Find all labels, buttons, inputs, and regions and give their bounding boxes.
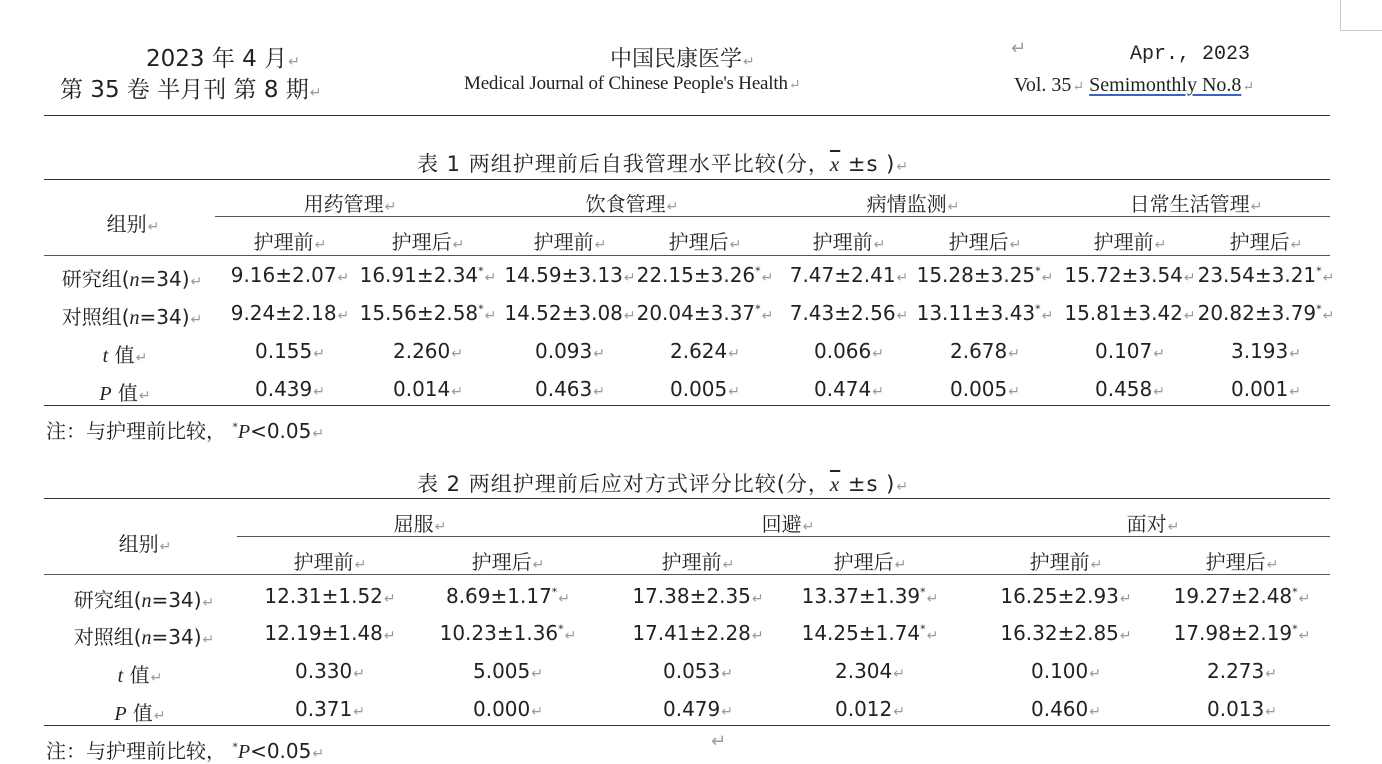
- table2-sub-header: 护理前↵: [661, 550, 735, 574]
- table1-data-cell: 16.91±2.34*↵: [359, 263, 497, 287]
- table1-data-cell: 9.16±2.07↵: [230, 263, 350, 287]
- table2-data-cell: 17.38±2.35↵: [632, 584, 764, 608]
- table1-data-cell: 0.066↵: [814, 339, 884, 363]
- table2-row-label: 研究组(n=34)↵: [73, 588, 215, 612]
- table2-row-label: 对照组(n=34)↵: [73, 625, 215, 649]
- significance-star: *: [755, 264, 761, 278]
- table1-data-cell: 2.624↵: [670, 339, 740, 363]
- table1-data-cell: 2.678↵: [950, 339, 1020, 363]
- significance-star: *: [1316, 264, 1322, 278]
- table2-data-cell: 0.012↵: [835, 697, 905, 721]
- table1-sub-header: 护理前↵: [533, 230, 607, 254]
- table1-data-cell: 7.47±2.41↵: [789, 263, 909, 287]
- table1-category-header: 用药管理↵: [303, 192, 397, 216]
- header-volume-cn: 第 35 卷 半月刊 第 8 期↵: [60, 77, 322, 103]
- table1-bottom-rule: [44, 405, 1330, 406]
- table2-sub-header: 护理后↵: [471, 550, 545, 574]
- table1-data-cell: 20.04±3.37*↵: [636, 301, 774, 325]
- table1-group-header: 组别↵: [106, 212, 160, 236]
- table1-data-cell: 2.260↵: [393, 339, 463, 363]
- table1-sub-header: 护理前↵: [812, 230, 886, 254]
- table2-caption: 表 2 两组护理前后应对方式评分比较(分，$\overline{x} \pm s$ )↵: [417, 472, 910, 496]
- table2-data-cell: 0.371↵: [295, 697, 365, 721]
- significance-star: *: [1035, 302, 1041, 316]
- table2-data-cell: 12.19±1.48↵: [264, 621, 396, 645]
- table2-category-header: 屈服↵: [393, 512, 447, 536]
- table2-data-cell: 0.053↵: [663, 659, 733, 683]
- significance-star: *: [551, 585, 558, 599]
- significance-star: *: [1292, 585, 1298, 599]
- paragraph-mark: ↵: [1011, 38, 1027, 59]
- table1-caption: 表 1 两组护理前后自我管理水平比较(分，$\overline{x} \pm s$ )↵: [417, 152, 910, 176]
- table1-data-cell: 0.093↵: [535, 339, 605, 363]
- table2-sub-header: 护理后↵: [1205, 550, 1279, 574]
- table1-data-cell: 15.28±3.25*↵: [916, 263, 1054, 287]
- header-rule: [44, 115, 1330, 116]
- table1-data-cell: 7.43±2.56↵: [789, 301, 909, 325]
- table1-data-cell: 0.155↵: [255, 339, 325, 363]
- table1-data-cell: 0.107↵: [1095, 339, 1165, 363]
- table2-data-cell: 17.41±2.28↵: [632, 621, 764, 645]
- table1-data-cell: 23.54±3.21*↵: [1197, 263, 1335, 287]
- paragraph-mark: ↵: [711, 731, 727, 752]
- significance-star: *: [1292, 622, 1298, 636]
- table2-data-cell: 19.27±2.48*↵: [1173, 584, 1311, 608]
- header-volume-en: Vol. 35↵ Semimonthly No.8↵: [1014, 74, 1255, 96]
- table2-top-rule: [44, 498, 1330, 499]
- table1-data-cell: 0.439↵: [255, 377, 325, 401]
- page-corner-marker: [1340, 0, 1382, 31]
- table1-sub-header: 护理后↵: [1229, 230, 1303, 254]
- table2-note: 注：与护理前比较， *P<0.05↵: [46, 739, 325, 763]
- table1-data-cell: 14.59±3.13↵: [504, 263, 636, 287]
- table1-top-rule: [44, 179, 1330, 180]
- significance-star: *: [558, 622, 564, 636]
- significance-star: *: [920, 622, 926, 636]
- table2-category-header: 面对↵: [1126, 512, 1180, 536]
- table1-row-label: 对照组(n=34)↵: [61, 305, 203, 329]
- table2-data-cell: 2.273↵: [1207, 659, 1277, 683]
- table1-sub-header: 护理后↵: [391, 230, 465, 254]
- table2-row-label: t 值↵: [117, 663, 163, 687]
- table1-data-cell: 15.72±3.54↵: [1064, 263, 1196, 287]
- table1-row-label: 研究组(n=34)↵: [61, 267, 203, 291]
- table1-data-cell: 20.82±3.79*↵: [1197, 301, 1335, 325]
- table2-data-cell: 0.013↵: [1207, 697, 1277, 721]
- table1-header-rule: [44, 255, 1330, 256]
- table1-data-cell: 0.014↵: [393, 377, 463, 401]
- significance-star: *: [478, 302, 484, 316]
- table1-category-header: 饮食管理↵: [585, 192, 679, 216]
- table2-data-cell: 2.304↵: [835, 659, 905, 683]
- table1-data-cell: 0.005↵: [670, 377, 740, 401]
- table2-data-cell: 10.23±1.36*↵: [439, 621, 577, 645]
- table1-data-cell: 13.11±3.43*↵: [916, 301, 1054, 325]
- table1-data-cell: 22.15±3.26*↵: [636, 263, 774, 287]
- table2-data-cell: 16.32±2.85↵: [1000, 621, 1132, 645]
- table1-note: 注：与护理前比较， *P<0.05↵: [46, 419, 325, 443]
- table1-data-cell: 0.474↵: [814, 377, 884, 401]
- table1-sub-header: 护理后↵: [948, 230, 1022, 254]
- table1-data-cell: 0.005↵: [950, 377, 1020, 401]
- table2-data-cell: 0.330↵: [295, 659, 365, 683]
- table2-data-cell: 0.460↵: [1031, 697, 1101, 721]
- table2-data-cell: 8.69±1.17*↵: [445, 584, 571, 608]
- table1-data-cell: 9.24±2.18↵: [230, 301, 350, 325]
- table1-data-cell: 0.001↵: [1231, 377, 1301, 401]
- table2-data-cell: 13.37±1.39*↵: [801, 584, 939, 608]
- table1-data-cell: 14.52±3.08↵: [504, 301, 636, 325]
- table2-data-cell: 14.25±1.74*↵: [801, 621, 939, 645]
- header-date-en: Apr., 2023: [1130, 43, 1251, 66]
- table2-sub-header: 护理后↵: [833, 550, 907, 574]
- table2-row-label: P 值↵: [114, 701, 166, 725]
- journal-title-cn: 中国民康医学↵: [610, 47, 755, 72]
- significance-star: *: [478, 264, 484, 278]
- table2-bottom-rule: [44, 725, 1330, 726]
- table1-row-label: P 值↵: [99, 381, 151, 405]
- table2-category-header: 回避↵: [761, 512, 815, 536]
- journal-title-en: Medical Journal of Chinese People's Health↵: [464, 73, 801, 94]
- table2-data-cell: 16.25±2.93↵: [1000, 584, 1132, 608]
- table1-sub-header: 护理前↵: [1093, 230, 1167, 254]
- significance-star: *: [755, 302, 761, 316]
- significance-star: *: [1316, 302, 1322, 316]
- table2-sub-header: 护理前↵: [293, 550, 367, 574]
- table1-data-cell: 0.463↵: [535, 377, 605, 401]
- table2-data-cell: 17.98±2.19*↵: [1173, 621, 1311, 645]
- table2-data-cell: 0.000↵: [473, 697, 543, 721]
- table1-data-cell: 3.193↵: [1231, 339, 1301, 363]
- table1-data-cell: 15.56±2.58*↵: [359, 301, 497, 325]
- table1-data-cell: 15.81±3.42↵: [1064, 301, 1196, 325]
- significance-star: *: [920, 585, 926, 599]
- table2-data-cell: 12.31±1.52↵: [264, 584, 396, 608]
- table2-data-cell: 0.479↵: [663, 697, 733, 721]
- table1-sub-header: 护理后↵: [668, 230, 742, 254]
- header-date-cn: 2023 年 4 月↵: [146, 46, 300, 72]
- table2-sub-header: 护理前↵: [1029, 550, 1103, 574]
- significance-star: *: [1035, 264, 1041, 278]
- table1-sub-header: 护理前↵: [253, 230, 327, 254]
- table1-category-header: 病情监测↵: [866, 192, 960, 216]
- table2-data-cell: 5.005↵: [473, 659, 543, 683]
- table1-category-header: 日常生活管理↵: [1129, 192, 1263, 216]
- table1-row-label: t 值↵: [102, 343, 148, 367]
- table2-group-header: 组别↵: [118, 532, 172, 556]
- table1-data-cell: 0.458↵: [1095, 377, 1165, 401]
- table2-data-cell: 0.100↵: [1031, 659, 1101, 683]
